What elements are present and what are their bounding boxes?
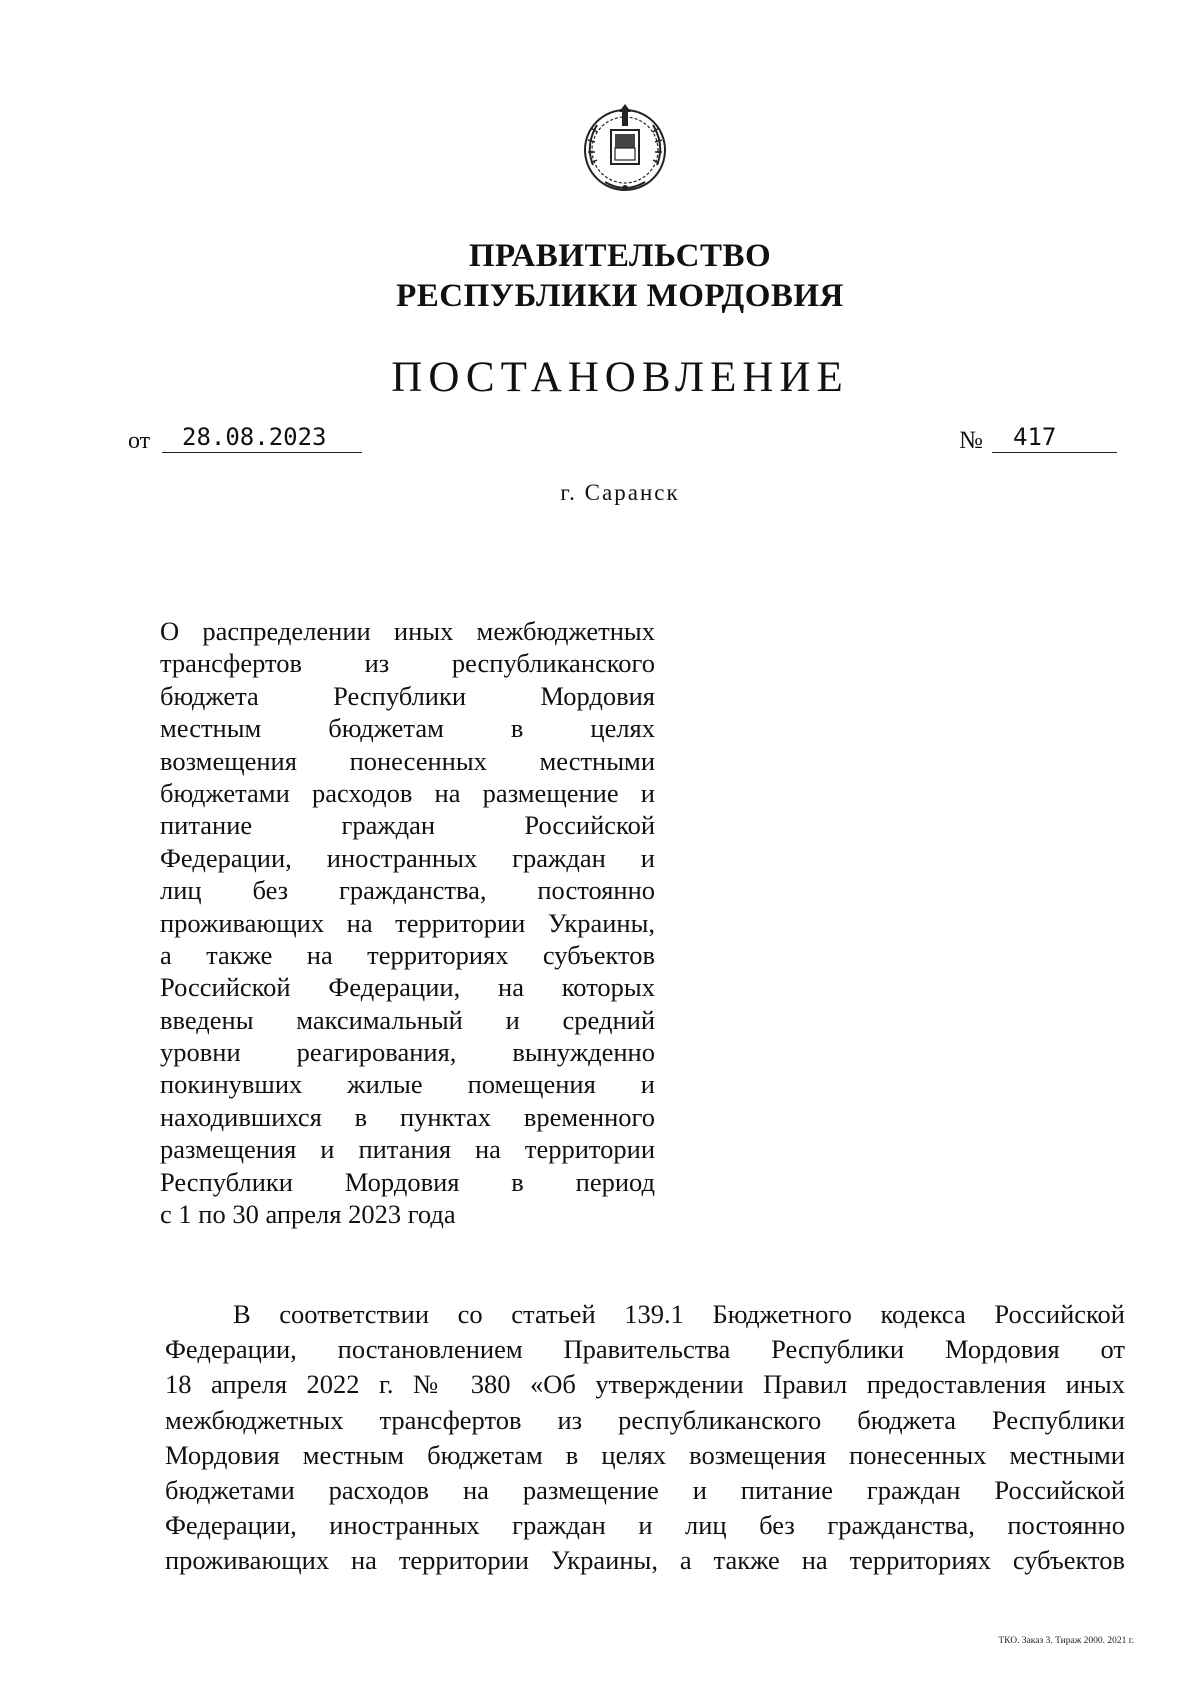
subject-line: бюджета Республики Мордовия bbox=[160, 680, 655, 711]
subject-line: возмещения понесенных местными bbox=[160, 745, 655, 776]
body-line: В соответствии со статьей 139.1 Бюджетного кодекса Российской bbox=[233, 1299, 1125, 1329]
body-line: Федерации, постановлением Правительства Республики Мордовия от bbox=[165, 1334, 1125, 1365]
subject-line: О распределении иных межбюджетных bbox=[160, 616, 655, 646]
city: г. Саранск bbox=[560, 480, 680, 505]
subject-line: покинувших жилые помещения и bbox=[160, 1069, 655, 1100]
subject-line: с 1 по 30 апреля 2023 года bbox=[160, 1199, 456, 1230]
decree-subject bbox=[160, 615, 655, 1230]
body-line: проживающих на территории Украины, а также на территориях субъектов bbox=[165, 1545, 1125, 1576]
decree-number: 417 bbox=[992, 422, 1117, 453]
coat-of-arms-emblem bbox=[575, 90, 675, 200]
subject-line: питание граждан Российской bbox=[160, 810, 655, 841]
subject-line: трансфертов из республиканского bbox=[160, 648, 655, 679]
print-run-note: ТКО. Заказ 3. Тираж 2000. 2021 г. bbox=[998, 1636, 1134, 1646]
subject-line: лиц без гражданства, постоянно bbox=[160, 875, 655, 906]
body-line: Федерации, иностранных граждан и лиц без гражданства, постоянно bbox=[165, 1510, 1125, 1541]
number-label: № bbox=[959, 427, 983, 454]
document-type-title: ПОСТАНОВЛЕНИЕ bbox=[391, 354, 849, 401]
subject-line: проживающих на территории Украины, bbox=[160, 907, 655, 938]
government-name-line-1: ПРАВИТЕЛЬСТВО bbox=[468, 238, 772, 274]
decree-date: 28.08.2023 bbox=[162, 422, 362, 453]
subject-line: Федерации, иностранных граждан и bbox=[160, 842, 655, 873]
date-label: от bbox=[128, 428, 151, 454]
subject-line: введены максимальный и средний bbox=[160, 1004, 655, 1035]
body-line: 18 апреля 2022 г. № 380 «Об утверждении Правил предоставления иных bbox=[165, 1369, 1125, 1400]
subject-line: а также на территориях субъектов bbox=[160, 939, 655, 970]
body-line: Мордовия местным бюджетам в целях возмещения понесенных местными bbox=[165, 1439, 1125, 1470]
body-line: межбюджетных трансфертов из республиканского бюджета Республики bbox=[165, 1404, 1125, 1435]
body-line: бюджетами расходов на размещение и питание граждан Российской bbox=[165, 1474, 1125, 1505]
government-name-line-2: РЕСПУБЛИКИ МОРДОВИЯ bbox=[396, 278, 844, 314]
subject-line: местным бюджетам в целях bbox=[160, 713, 655, 744]
subject-line: размещения и питания на территории bbox=[160, 1134, 655, 1165]
subject-line: бюджетами расходов на размещение и bbox=[160, 777, 655, 808]
subject-line: Республики Мордовия в период bbox=[160, 1166, 655, 1197]
subject-line: находившихся в пунктах временного bbox=[160, 1101, 655, 1132]
subject-line: Российской Федерации, на которых bbox=[160, 972, 655, 1003]
decree-body-paragraph bbox=[165, 1297, 1125, 1579]
subject-line: уровни реагирования, вынужденно bbox=[160, 1037, 655, 1068]
